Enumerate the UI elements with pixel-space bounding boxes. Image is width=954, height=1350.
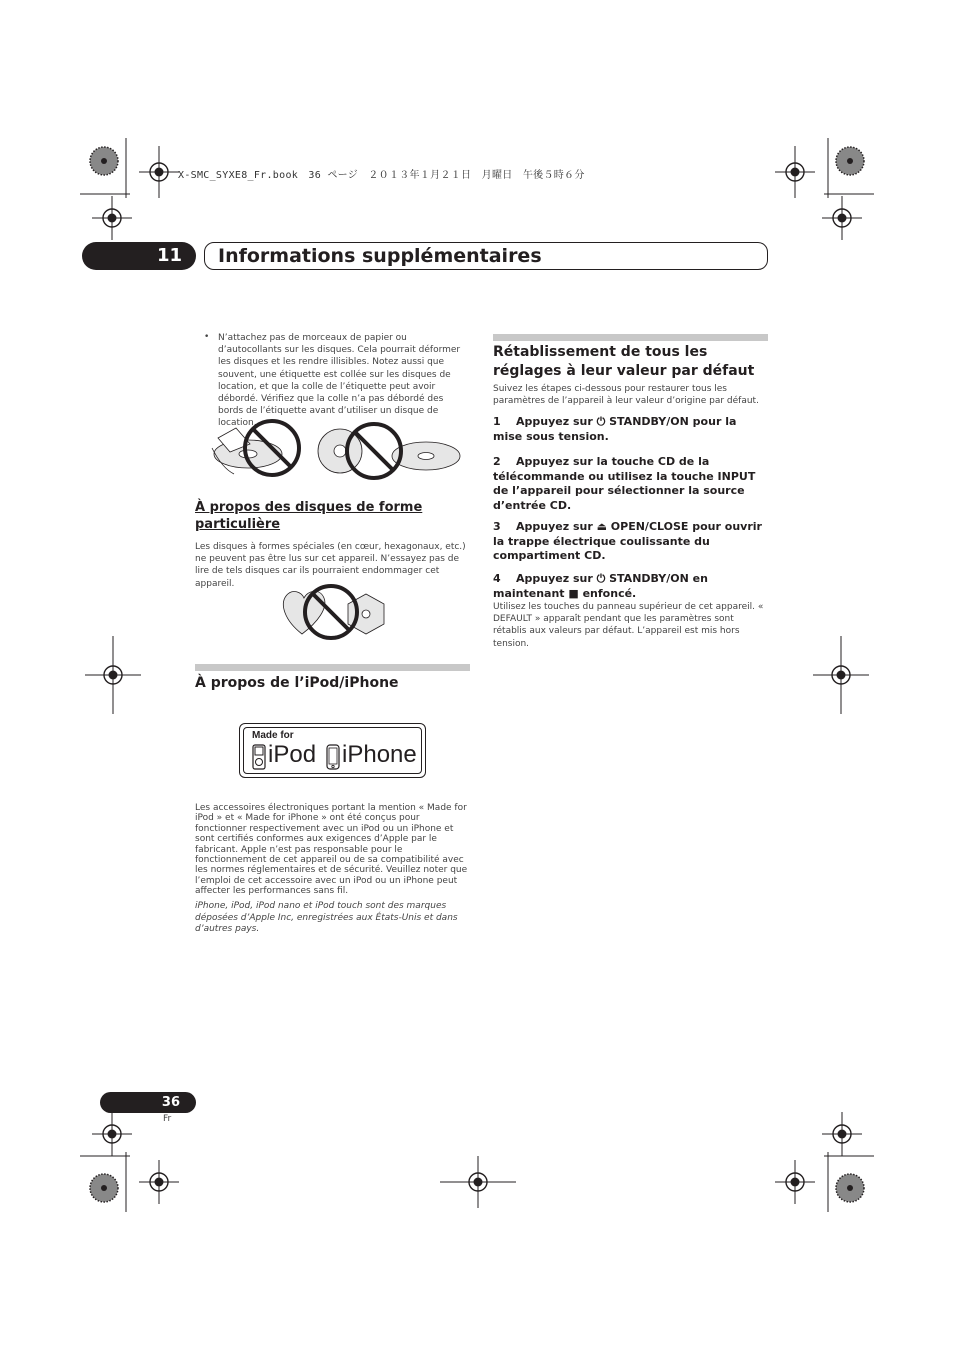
step-text: Appuyez sur ⏻ STANDBY/ON en maintenant ■ enfoncé. xyxy=(493,572,708,600)
bullet-text-stickers: N’attachez pas de morceaux de papier ou d’autocollants sur les disques. Cela pourrait déformer les disques et les rendre illisibles. Notez aussi que souvent, une étiquette est collée sur les disques de location, et que la colle de l’étiquette peut avoir débordé. Vérifiez que la colle n’a pas débordé des bords de l’étiquette avant d’utiliser un disque de location. xyxy=(218,333,461,429)
step-text: Appuyez sur la touche CD de la télécommande ou utilisez la touche INPUT de l’appareil pour sélectionner la source d’entrée CD. xyxy=(493,455,756,512)
registration-mark xyxy=(822,1112,862,1156)
section-divider xyxy=(493,334,768,341)
registration-mark xyxy=(775,1160,815,1204)
step-4 xyxy=(493,572,768,601)
step-number: 1 xyxy=(493,415,501,428)
registration-mark xyxy=(139,146,179,198)
registration-mark xyxy=(139,1160,179,1204)
reset-intro: Suivez les étapes ci-dessous pour restaurer tous les paramètres de l’appareil à leur valeur d’origine par défaut. xyxy=(493,384,759,407)
section-divider xyxy=(195,664,470,671)
no-label-disc-illustration xyxy=(314,420,464,486)
section-title-reset: Rétablissement de tous les réglages à leur valeur par défaut xyxy=(493,344,755,379)
registration-mark xyxy=(822,196,862,240)
step-number: 2 xyxy=(493,455,501,468)
step-2 xyxy=(493,455,768,513)
step-4-note: Utilisez les touches du panneau supérieur de cet appareil. « DEFAULT » apparaît pendant que les paramètres sont rétablis aux valeurs par défaut. L’appareil est mis hors tension. xyxy=(493,602,764,649)
shaped-discs-text: Les disques à formes spéciales (en cœur, hexagonaux, etc.) ne peuvent pas être lus sur cet appareil. N’essayez pas de lire de tels disques car ils pourraient endommager cet appareil. xyxy=(195,542,466,589)
iphone-icon xyxy=(326,744,340,774)
registration-mark xyxy=(92,1112,132,1156)
registration-mark xyxy=(440,1156,516,1208)
step-3 xyxy=(493,520,768,564)
trademark-note: iPhone, iPod, iPod nano et iPod touch sont des marques déposées d’Apple Inc, enregistrées aux États-Unis et dans d’autres pays. xyxy=(195,901,458,934)
ipod-text: Les accessoires électroniques portant la mention « Made for iPod » et « Made for iPhone » ont été conçus pour fonctionner respectivement avec un iPod ou un iPhone et sont certifiés conformes aux exigences d’Apple par le fabricant. Apple n’est pas responsable pour le fonctionnement de cet appareil ou de sa compatibilité avec les normes réglementaires et de sécurité. Veuillez noter que l’emploi de cet accessoire avec un iPod ou un iPhone peut affecter les performances sans fil. xyxy=(195,803,468,897)
registration-mark xyxy=(85,636,141,714)
crop-mark xyxy=(80,138,130,198)
step-text: Appuyez sur ⏻ STANDBY/ON pour la mise sous tension. xyxy=(493,415,737,443)
badge-ipod-label: iPod xyxy=(268,741,317,768)
section-title-shaped-discs: À propos des disques de forme particulière xyxy=(195,500,423,532)
chapter-number: 11 xyxy=(82,242,196,270)
step-number: 3 xyxy=(493,520,501,533)
step-1 xyxy=(493,415,768,444)
registration-mark xyxy=(775,146,815,198)
step-text: Appuyez sur ⏏ OPEN/CLOSE pour ouvrir la trappe électrique coulissante du compartiment CD. xyxy=(493,520,762,562)
badge-iphone-label: iPhone xyxy=(342,741,417,768)
bullet-marker: • xyxy=(204,332,210,342)
section-title-ipod: À propos de l’iPod/iPhone xyxy=(195,675,399,691)
chapter-title: Informations supplémentaires xyxy=(218,245,542,267)
page-language: Fr xyxy=(163,1114,172,1124)
ipod-icon xyxy=(252,744,266,774)
crop-mark xyxy=(824,138,874,198)
print-header: X-SMC_SYXE8_Fr.book 36 ページ ２０１３年１月２１日 月曜日 午後５時６分 xyxy=(178,170,585,181)
shaped-disc-illustration xyxy=(278,584,388,646)
registration-mark xyxy=(92,196,132,240)
step-number: 4 xyxy=(493,572,501,585)
page-number: 36 xyxy=(100,1092,196,1113)
badge-made-for-label: Made for xyxy=(252,730,294,741)
no-sticker-disc-illustration xyxy=(208,418,308,486)
crop-mark xyxy=(80,1152,130,1212)
crop-mark xyxy=(824,1152,874,1212)
registration-mark xyxy=(813,636,869,714)
